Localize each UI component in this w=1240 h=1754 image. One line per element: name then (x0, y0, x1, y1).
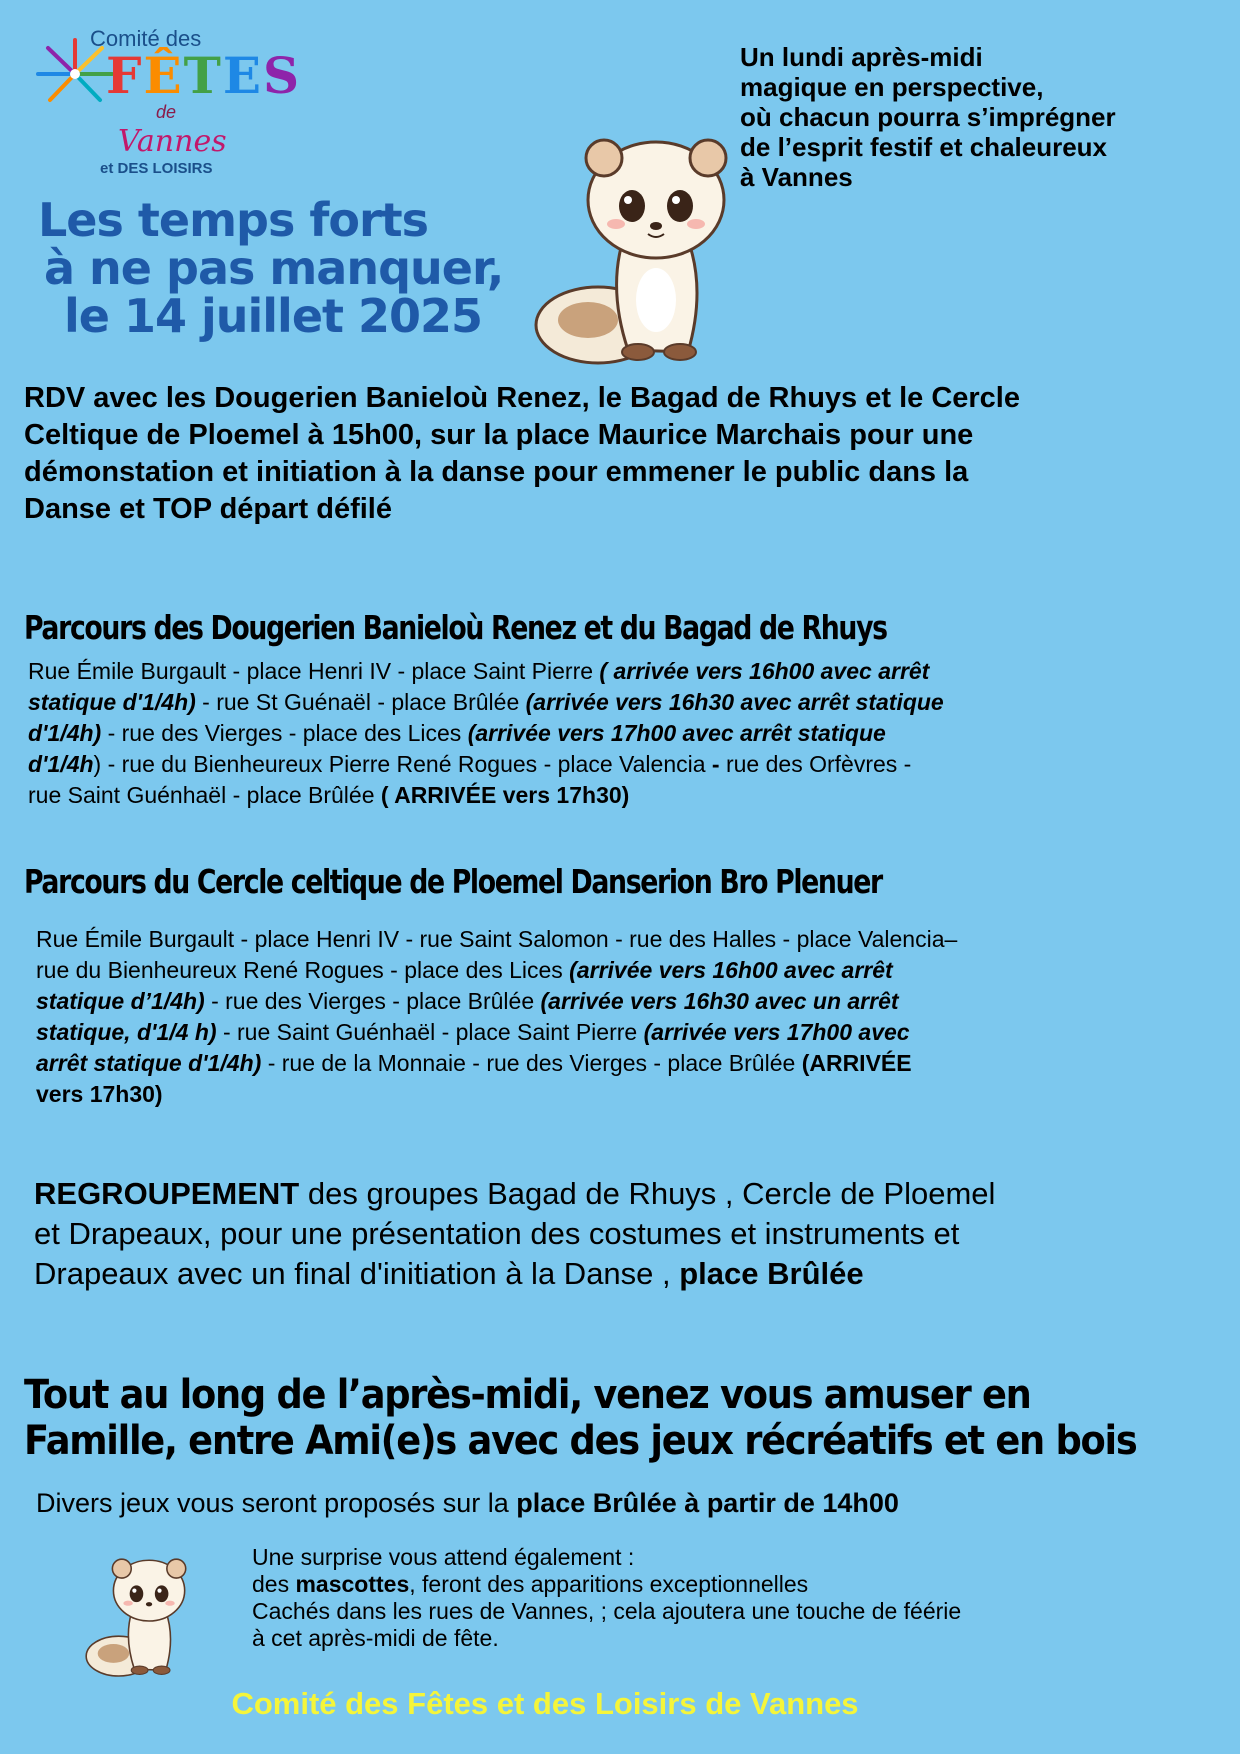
intro-line-4: de l’esprit festif et chaleureux (740, 132, 1108, 162)
surprise-paragraph (252, 1544, 1212, 1652)
title-line-2: à ne pas manquer, (44, 241, 504, 295)
regroupement-paragraph (34, 1174, 1224, 1294)
route-2-text (36, 924, 1226, 1110)
stop-note: statique d'1/4h) (28, 689, 196, 715)
stop-note: (arrivée vers 17h00 avec (643, 1019, 910, 1045)
surprise-line-4: à cet après-midi de fête. (252, 1625, 499, 1651)
rdv-paragraph (24, 380, 1214, 528)
rdv-line-4: Danse et TOP départ défilé (24, 493, 392, 525)
intro-line-3: où chacun pourra s’imprégner (740, 102, 1116, 132)
regroupement-text: des groupes Bagad de Rhuys , Cercle de Ploemel (299, 1176, 996, 1211)
route-text: Rue Émile Burgault - place Henri IV - rue Saint Salomon - rue des Halles - place Valencia– (36, 926, 958, 952)
route-text: rue Saint Guénhaël - place Brûlée (28, 782, 381, 808)
games-text: Divers jeux vous seront proposés sur la (36, 1488, 517, 1518)
route-text: ) - rue du Bienheureux Pierre René Rogues - place Valencia (93, 751, 712, 777)
stop-note: (arrivée vers 16h30 avec arrêt statique (525, 689, 944, 715)
rdv-line-2: Celtique de Ploemel à 15h00, sur la place Maurice Marchais pour une (24, 419, 974, 451)
games-headline (24, 1372, 1224, 1464)
page-title (38, 193, 558, 343)
intro-line-2: magique en perspective, (740, 72, 1044, 102)
intro-line-5: à Vannes (740, 162, 853, 192)
route-text: rue du Bienheureux René Rogues - place des Lices (36, 957, 570, 983)
route-text: - rue St Guénaël - place Brûlée (195, 689, 526, 715)
surprise-keyword: mascottes (295, 1571, 410, 1597)
games-headline-line-2: Famille, entre Ami(e)s avec des jeux récréatifs et en bois (24, 1418, 1137, 1464)
route-1-text (28, 656, 1218, 811)
intro-text (740, 42, 1220, 192)
stop-note: (arrivée vers 16h00 avec arrêt (569, 957, 893, 983)
route-text: - rue Saint Guénhaël - place Saint Pierre (216, 1019, 644, 1045)
regroupement-keyword: REGROUPEMENT (34, 1176, 300, 1211)
route-1-heading: Parcours des Dougerien Banieloù Renez et du Bagad de Rhuys (24, 608, 887, 647)
route-text: - rue de la Monnaie - rue des Vierges - place Brûlée (261, 1050, 802, 1076)
regroupement-place: place Brûlée (679, 1256, 864, 1291)
stop-note: statique d’1/4h) (36, 988, 205, 1014)
route-text: - (711, 751, 720, 777)
surprise-text: , feront des apparitions exceptionnelles (409, 1571, 809, 1597)
games-info (36, 1488, 899, 1519)
rdv-line-1: RDV avec les Dougerien Banieloù Renez, le Bagad de Rhuys et le Cercle (24, 382, 1020, 414)
arrival-note: ( ARRIVÉE vers 17h30) (380, 782, 630, 808)
logo (30, 20, 302, 180)
surprise-text: des (252, 1571, 296, 1597)
stop-note: d'1/4h (28, 751, 94, 777)
logo-line-4: Vannes (118, 124, 227, 159)
stop-note: arrêt statique d'1/4h) (36, 1050, 262, 1076)
regroupement-text: Drapeaux avec un final d'initiation à la Danse , (34, 1256, 680, 1291)
intro-line-1: Un lundi après-midi (740, 42, 983, 72)
stop-note: d'1/4h) (28, 720, 102, 746)
stop-note: ( arrivée vers 16h00 avec arrêt (599, 658, 930, 684)
ferret-mascot-icon (528, 120, 738, 375)
stop-note: statique, d'1/4 h) (36, 1019, 217, 1045)
logo-line-1: Comité des (90, 26, 202, 51)
logo-line-3: de (156, 102, 177, 122)
logo-line-5: et DES LOISIRS (100, 160, 213, 177)
route-text: rue des Orfèvres - (719, 751, 912, 777)
stop-note: (arrivée vers 17h00 avec arrêt statique (467, 720, 886, 746)
arrival-note: (ARRIVÉE (801, 1050, 912, 1076)
ferret-mascot-small-icon (82, 1548, 192, 1683)
logo-wordmark: FÊTES (106, 46, 302, 105)
games-headline-line-1: Tout au long de l’après-midi, venez vous amuser en (24, 1372, 1031, 1418)
arrival-note: vers 17h30) (36, 1081, 163, 1107)
footer-organizer: Comité des Fêtes et des Loisirs de Vannes (231, 1686, 859, 1721)
title-line-1: Les temps forts (38, 193, 429, 247)
rdv-line-3: démonstation et initiation à la danse pour emmener le public dans la (24, 456, 969, 488)
games-place-time: place Brûlée à partir de 14h00 (516, 1488, 899, 1518)
surprise-line-3: Cachés dans les rues de Vannes, ; cela ajoutera une touche de féérie (252, 1598, 962, 1624)
route-2-heading: Parcours du Cercle celtique de Ploemel Danserion Bro Plenuer (24, 862, 882, 901)
stop-note: (arrivée vers 16h30 avec un arrêt (540, 988, 899, 1014)
regroupement-text: et Drapeaux, pour une présentation des costumes et instruments et (34, 1216, 960, 1251)
route-text: Rue Émile Burgault - place Henri IV - place Saint Pierre (28, 658, 600, 684)
title-line-3: le 14 juillet 2025 (64, 289, 483, 343)
route-text: - rue des Vierges - place Brûlée (204, 988, 541, 1014)
route-text: - rue des Vierges - place des Lices (101, 720, 468, 746)
surprise-line-1: Une surprise vous attend également : (252, 1544, 635, 1570)
